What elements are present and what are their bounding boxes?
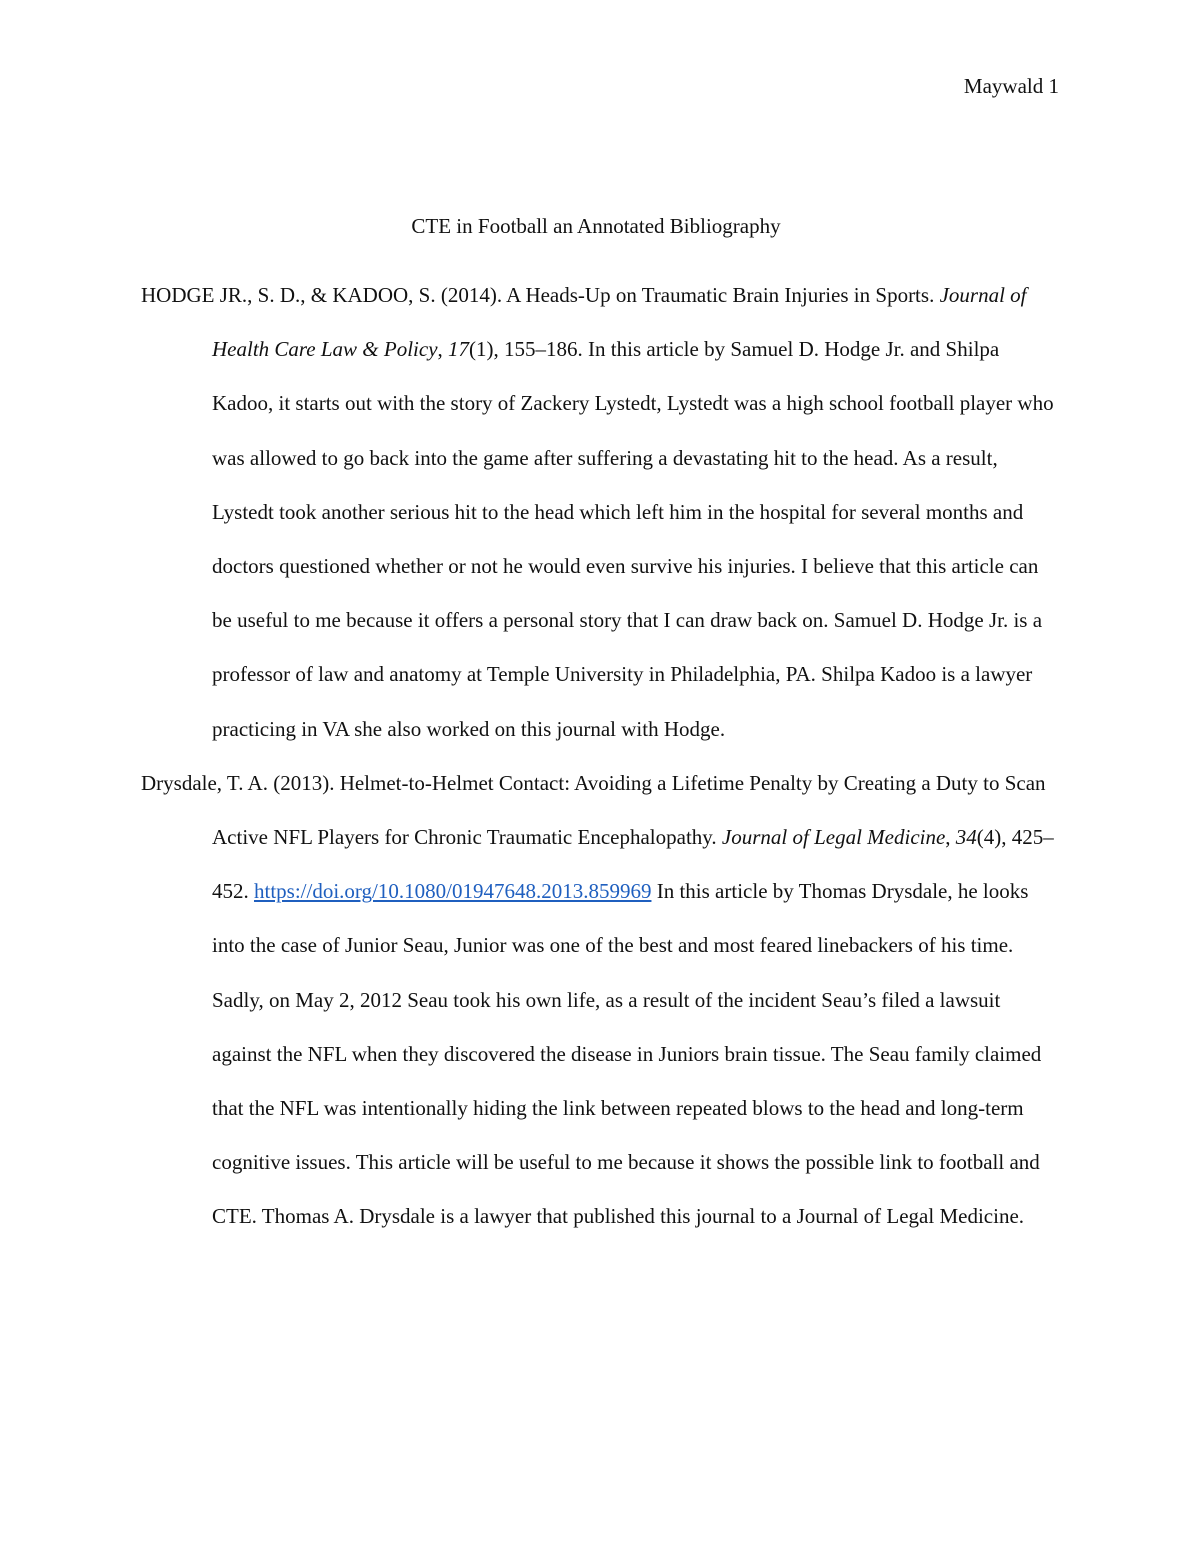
entry-separator: , (437, 337, 449, 362)
entry-separator: , (945, 825, 956, 850)
entry-issue-pages: (1), 155–186. (469, 337, 589, 362)
entry-journal: Journal of Legal Medicine (721, 825, 946, 850)
bibliography-entry-drysdale (141, 756, 1059, 1244)
entry-volume: 34 (955, 825, 977, 850)
entry-volume: 17 (448, 337, 470, 362)
bibliography-entries (141, 268, 1059, 1244)
entry-annotation: In this article by Samuel D. Hodge Jr. and Shilpa Kadoo, it starts out with the story of Zackery Lystedt, Lystedt was a high school football player who was allowed to go back into the game after suffering a devastating hit to the head. As a result, Lystedt took another serious hit to the head which left him in the hospital for several months and doctors questioned whether or not he would even survive his injuries. I believe that this article can be useful to me because it offers a personal story that I can draw back on. Samuel D. Hodge Jr. is a professor of law and anatomy at Temple University in Philadelphia, PA. Shilpa Kadoo is a lawyer practicing in VA she also worked on this journal with Hodge. (212, 337, 1054, 741)
entry-citation: Drysdale, T. A. (2013). Helmet-to-Helmet Contact: Avoiding a Lifetime Penalty by Creating a Duty to Scan Active NFL Players for Chronic Traumatic Encephalopathy. (141, 770, 1046, 850)
doi-link[interactable]: https://doi.org/10.1080/01947648.2013.859969 (254, 879, 652, 904)
document-title: CTE in Football an Annotated Bibliography (411, 214, 781, 238)
entry-citation: HODGE JR., S. D., & KADOO, S. (2014). A Heads-Up on Traumatic Brain Injuries in Sports. (141, 283, 940, 307)
running-head: Maywald 1 (963, 74, 1059, 98)
entry-issue-pages: (4), 425–452. (212, 825, 1054, 904)
bibliography-entry-hodge (141, 268, 1059, 756)
entry-journal: Journal of Health Care Law & Policy (212, 283, 1027, 362)
entry-annotation: In this article by Thomas Drysdale, he looks into the case of Junior Seau, Junior was one of the best and most feared linebackers of his time. Sadly, on May 2, 2012 Seau took his own life, as a result of the incident Seau’s filed a lawsuit against the NFL when they discovered the disease in Juniors brain tissue. The Seau family claimed that the NFL was intentionally hiding the link between repeated blows to the head and long-term cognitive issues. This article will be useful to me because it shows the possible link to football and CTE. Thomas A. Drysdale is a lawyer that published this journal to a Journal of Legal Medicine. (212, 879, 1042, 1229)
